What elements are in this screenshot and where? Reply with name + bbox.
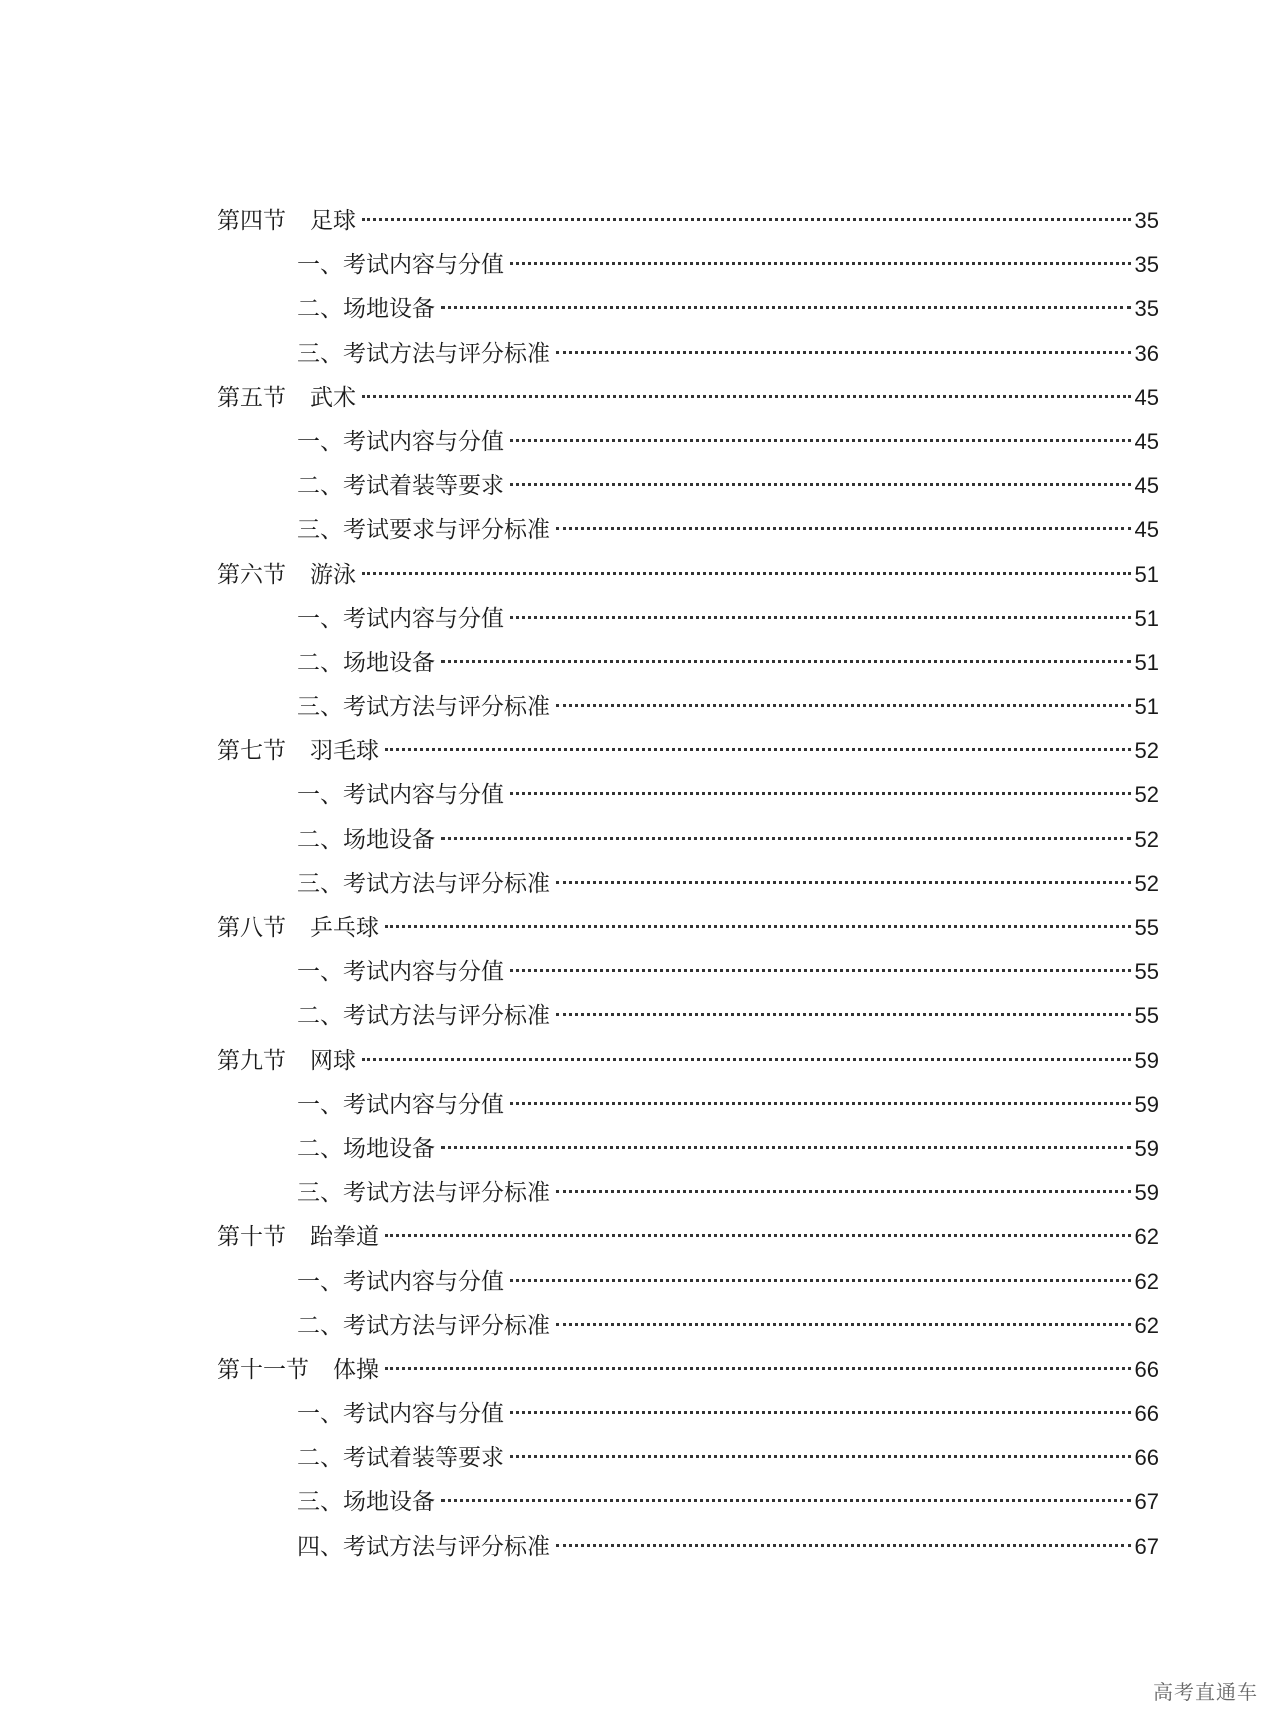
- page-number: 55: [1134, 959, 1159, 985]
- entry-title: 三、场地设备: [297, 1489, 435, 1516]
- page-number: 45: [1134, 428, 1159, 454]
- entry-title: 二、考试着装等要求: [297, 473, 504, 500]
- toc-subentry: [217, 1260, 1159, 1304]
- toc-section-entry: [217, 1348, 1159, 1392]
- page-number: 52: [1134, 826, 1159, 852]
- toc-subentry: [217, 420, 1159, 464]
- page-number: 52: [1134, 782, 1159, 808]
- toc-subentry: [217, 597, 1159, 641]
- dot-leader: [510, 792, 1131, 795]
- entry-title: 二、考试着装等要求: [297, 1445, 504, 1472]
- toc-subentry: [217, 508, 1159, 552]
- page-number: 55: [1134, 915, 1159, 940]
- toc-subentry: [217, 641, 1159, 685]
- entry-title: 三、考试要求与评分标准: [297, 517, 550, 544]
- dot-leader: [556, 1013, 1131, 1016]
- toc-subentry: [217, 773, 1159, 817]
- section-number: 第八节: [217, 915, 286, 941]
- page-number: 45: [1134, 517, 1159, 543]
- page-number: 62: [1134, 1312, 1159, 1338]
- toc-section-entry: [217, 199, 1159, 243]
- toc-subentry: [217, 685, 1159, 729]
- entry-title: 一、考试内容与分值: [297, 605, 504, 632]
- page-number: 67: [1134, 1533, 1159, 1559]
- toc-subentry: [217, 243, 1159, 287]
- page-number: 62: [1134, 1268, 1159, 1294]
- entry-title: 一、考试内容与分值: [297, 252, 504, 279]
- page-number: 52: [1134, 870, 1159, 896]
- dot-leader: [385, 1367, 1131, 1370]
- section-number: 第五节: [217, 384, 286, 411]
- toc-subentry: [217, 818, 1159, 862]
- entry-title: 三、考试方法与评分标准: [297, 1180, 550, 1207]
- dot-leader: [510, 1102, 1131, 1105]
- page-number: 36: [1134, 340, 1159, 366]
- entry-title: 三、考试方法与评分标准: [297, 870, 550, 897]
- toc-subentry: [217, 1083, 1159, 1127]
- dot-leader: [556, 1323, 1131, 1326]
- page-number: 35: [1134, 252, 1159, 278]
- entry-title: 乒乓球: [310, 915, 379, 941]
- toc-subentry: [217, 994, 1159, 1038]
- page-number: 62: [1134, 1224, 1159, 1250]
- entry-title: 足球: [310, 208, 356, 234]
- toc-subentry: [217, 1480, 1159, 1524]
- entry-title: 一、考试内容与分值: [297, 782, 504, 809]
- toc-subentry: [217, 464, 1159, 508]
- toc-section-entry: [217, 553, 1159, 597]
- toc-subentry: [217, 1525, 1159, 1569]
- table-of-contents: [217, 199, 1159, 1569]
- dot-leader: [441, 306, 1131, 309]
- page-number: 59: [1134, 1135, 1159, 1161]
- entry-title: 二、场地设备: [297, 649, 435, 676]
- entry-title: 二、考试方法与评分标准: [297, 1003, 550, 1030]
- entry-title: 武术: [310, 384, 356, 411]
- entry-title: 羽毛球: [310, 738, 379, 765]
- page-number: 51: [1134, 649, 1159, 675]
- entry-title: 三、考试方法与评分标准: [297, 694, 550, 721]
- dot-leader: [510, 1411, 1131, 1414]
- section-number: 第四节: [217, 208, 286, 234]
- page-number: 52: [1134, 738, 1159, 764]
- toc-section-entry: [217, 1039, 1159, 1083]
- page-number: 66: [1134, 1401, 1159, 1427]
- section-number: 第十节: [217, 1224, 286, 1251]
- dot-leader: [510, 969, 1131, 972]
- dot-leader: [362, 1058, 1131, 1061]
- page-number: 59: [1134, 1047, 1159, 1073]
- dot-leader: [441, 660, 1131, 663]
- page-number: 45: [1134, 473, 1159, 499]
- page-number: 51: [1134, 561, 1159, 587]
- toc-section-entry: [217, 906, 1159, 950]
- section-number: 第六节: [217, 561, 286, 588]
- toc-section-entry: [217, 1215, 1159, 1259]
- toc-section-entry: [217, 729, 1159, 773]
- entry-title: 二、场地设备: [297, 1135, 435, 1162]
- entry-title: 四、考试方法与评分标准: [297, 1533, 550, 1560]
- section-number: 第九节: [217, 1047, 286, 1074]
- toc-section-entry: [217, 376, 1159, 420]
- dot-leader: [556, 527, 1131, 530]
- dot-leader: [385, 1234, 1131, 1237]
- section-number: 第七节: [217, 738, 286, 765]
- toc-subentry: [217, 1304, 1159, 1348]
- dot-leader: [441, 837, 1131, 840]
- toc-subentry: [217, 287, 1159, 331]
- entry-title: 一、考试内容与分值: [297, 428, 504, 455]
- entry-title: 二、场地设备: [297, 296, 435, 323]
- entry-title: 一、考试内容与分值: [297, 1268, 504, 1295]
- entry-title: 网球: [310, 1047, 356, 1074]
- toc-subentry: [217, 862, 1159, 906]
- page-number: 51: [1134, 605, 1159, 631]
- dot-leader: [362, 395, 1131, 398]
- dot-leader: [510, 1455, 1131, 1458]
- dot-leader: [510, 1279, 1131, 1282]
- page-number: 59: [1134, 1091, 1159, 1117]
- dot-leader: [556, 351, 1131, 354]
- dot-leader: [556, 881, 1131, 884]
- page-number: 51: [1134, 694, 1159, 720]
- dot-leader: [362, 572, 1131, 575]
- entry-title: 二、考试方法与评分标准: [297, 1312, 550, 1339]
- entry-title: 一、考试内容与分值: [297, 959, 504, 986]
- toc-subentry: [217, 1127, 1159, 1171]
- dot-leader: [385, 925, 1131, 928]
- entry-title: 跆拳道: [310, 1224, 379, 1251]
- toc-subentry: [217, 1171, 1159, 1215]
- dot-leader: [556, 1190, 1131, 1193]
- dot-leader: [510, 439, 1131, 442]
- page-number: 45: [1134, 384, 1159, 410]
- page-number: 66: [1134, 1356, 1159, 1382]
- dot-leader: [385, 748, 1131, 751]
- watermark: 高考直通车: [1153, 1680, 1258, 1704]
- toc-subentry: [217, 1436, 1159, 1480]
- section-number: 第十一节: [217, 1356, 309, 1383]
- page-number: 67: [1134, 1489, 1159, 1515]
- entry-title: 游泳: [310, 561, 356, 588]
- dot-leader: [441, 1146, 1131, 1149]
- entry-title: 二、场地设备: [297, 826, 435, 853]
- toc-subentry: [217, 332, 1159, 376]
- toc-subentry: [217, 1392, 1159, 1436]
- dot-leader: [556, 1544, 1131, 1547]
- entry-title: 一、考试内容与分值: [297, 1091, 504, 1118]
- dot-leader: [441, 1499, 1131, 1502]
- entry-title: 一、考试内容与分值: [297, 1401, 504, 1428]
- dot-leader: [362, 218, 1131, 221]
- entry-title: 三、考试方法与评分标准: [297, 340, 550, 367]
- dot-leader: [556, 704, 1131, 707]
- dot-leader: [510, 616, 1131, 619]
- toc-subentry: [217, 950, 1159, 994]
- entry-title: 体操: [333, 1356, 379, 1383]
- page-number: 55: [1134, 1003, 1159, 1029]
- dot-leader: [510, 262, 1131, 265]
- page-number: 35: [1134, 296, 1159, 322]
- page-number: 35: [1134, 208, 1159, 233]
- page-number: 66: [1134, 1445, 1159, 1471]
- dot-leader: [510, 483, 1131, 486]
- page-number: 59: [1134, 1180, 1159, 1206]
